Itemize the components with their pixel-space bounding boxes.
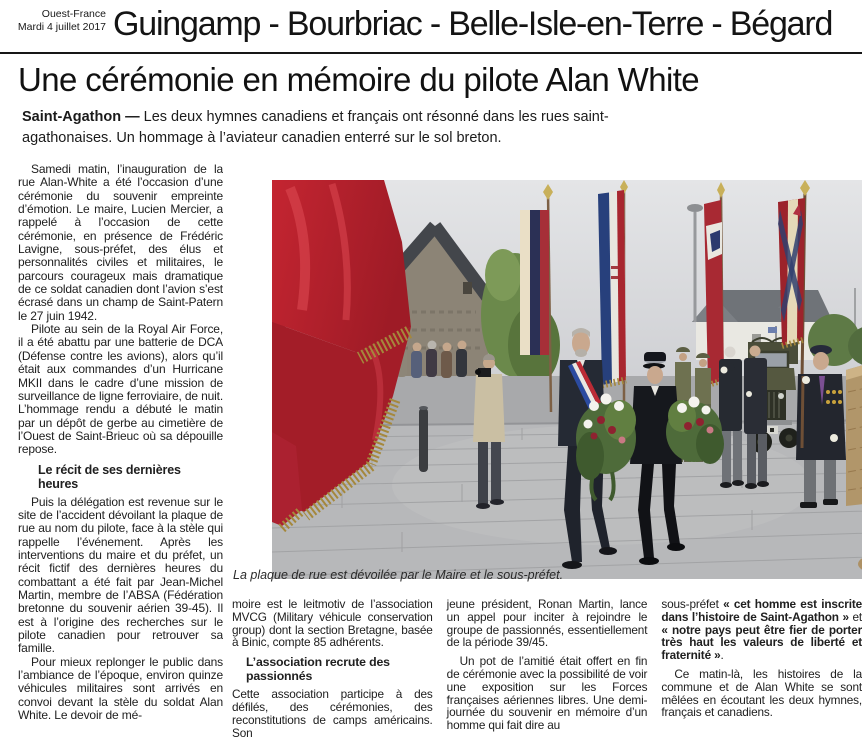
paragraph: Ce matin-là, les histoires de la commune et de Alan White se sont mêlées en écoutant les deux hymnes, français et canadiens. bbox=[661, 666, 862, 720]
bottom-columns bbox=[232, 598, 862, 753]
left-column bbox=[18, 163, 223, 753]
quote-segment-bold: « cet homme est inscrite dans l’histoire de Saint-Agathon » bbox=[661, 598, 862, 624]
paragraph-with-quotes bbox=[661, 598, 862, 662]
paragraph: Samedi matin, l’inauguration de la rue Alan-White a été l’occasion d’une cérémonie du souvenir empreinte d’émotion. Le maire, Lucien Mercier, a rappelé à l’occasion de cette cérémonie, en présence de Frédéric Lavigne, sous-préfet, des élus et personnalités civiles et militaires, le parcours courageux mais dramatique de ce soldat canadien dont l’avion s’est écrasé dans un champ de Saint-Patern le 27 juin 1942. bbox=[18, 163, 223, 323]
masthead-rule bbox=[0, 52, 862, 54]
issue-date: Mardi 4 juillet 2017 bbox=[17, 21, 106, 33]
quote-segment: et bbox=[848, 609, 862, 624]
quote-segment-bold: « notre pays peut être fier de porter très haut les valeurs de liberté et fraternité » bbox=[661, 622, 862, 663]
quote-segment: . bbox=[720, 648, 724, 663]
bystander bbox=[411, 343, 422, 379]
bystander bbox=[456, 341, 467, 378]
article-lede bbox=[22, 107, 672, 149]
section-subhead: L’association recrute des passionnés bbox=[246, 655, 390, 684]
bottom-column-2 bbox=[447, 598, 648, 753]
ceremony-photo bbox=[272, 180, 862, 579]
small-us-flag bbox=[768, 327, 777, 333]
bystander bbox=[441, 343, 452, 379]
paragraph: Pilote au sein de la Royal Air Force, il a été abattu par une batterie de DCA (Défense contre les avions), alors qu’il était aux commandes d’un Hurricane MKII dans le cadre d’une mission de surveillance de ligne ferroviaire, de nuit. L’hommage rendu a débuté le matin par un dépôt de gerbe au cimetière de l’Ouest de Saint-Brieuc où sa dépouille repose. bbox=[18, 322, 223, 457]
lede-text: Les deux hymnes canadiens et français ont résonné dans les rues saint-agathonaises. Un hommage à l’aviateur canadien enterré sur le sol breton. bbox=[22, 109, 609, 146]
paragraph: Un pot de l’amitié était offert en fin de cérémonie avec la possibilité de voir une exposition sur les Forces françaises aériennes libres. Une demi-journée du souvenir en mémoire d’un homme qui fait dire au bbox=[446, 654, 648, 733]
bottom-column-1 bbox=[232, 598, 433, 753]
section-subhead: Le récit de ses dernières heures bbox=[38, 462, 181, 492]
photo-caption: La plaque de rue est dévoilée par le Maire et le sous-préfet. bbox=[233, 568, 564, 582]
bottom-column-3 bbox=[661, 598, 862, 753]
ceremony-photo-illustration bbox=[272, 180, 862, 579]
quote-segment: sous-préfet bbox=[661, 598, 724, 611]
region-title: Guingamp - Bourbriac - Belle-Isle-en-Terre - Bégard bbox=[113, 5, 833, 43]
paragraph: Pour mieux replonger le public dans l’ambiance de l’époque, environ quinze véhicules militaires sont arrivés en convoi devant la stèle du soldat Alan White. Le devoir de mé- bbox=[18, 654, 223, 723]
paragraph: jeune président, Ronan Martin, lance un appel pour inciter à rejoindre le groupe de passionnés, essentiellement de la période 39/45. bbox=[446, 598, 648, 650]
bystander bbox=[426, 341, 437, 378]
paragraph: Puis la délégation est revenue sur le site de l’accident dévoilant la plaque de rue au nom du pilote, face à la stèle qui rappelle l’événement. Après les interventions du maire et du préfet, un récit fictif des dernières heures du combattant a été fait par Jean-Michel Martin, membre de l’ABSA (Fédération bretonne du souvenir aérien 39-45). Il est à l’origine des recherches sur le pilote canadien pour retrouver sa famille. bbox=[18, 494, 223, 656]
paragraph: Cette association participe à des défilés, des cérémonies, des reconstitutions de camps américains. Son bbox=[232, 687, 433, 740]
stone-wall bbox=[846, 354, 862, 506]
bollard bbox=[419, 406, 428, 472]
article-headline: Une cérémonie en mémoire du pilote Alan White bbox=[18, 61, 700, 98]
masthead bbox=[6, 8, 106, 34]
paper-name: Ouest-France bbox=[41, 8, 106, 20]
paragraph: moire est le leitmotiv de l’association MVCG (Military véhicule conservation group) dont la section Bretagne, basée à Binic, compte 85 adhérents. bbox=[232, 598, 433, 650]
lede-location: Saint-Agathon — bbox=[22, 109, 140, 125]
